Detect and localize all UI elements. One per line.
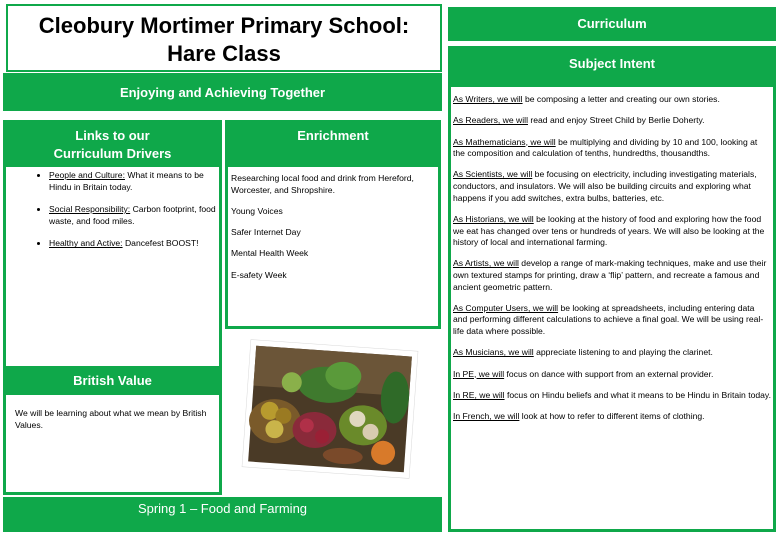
enrichment-item: Researching local food and drink from Hereford, Worcester, and Shropshire.	[231, 173, 414, 195]
intent-item: As Readers, we will read and enjoy Street Child by Berlie Doherty.	[453, 115, 705, 126]
page-title	[8, 12, 440, 68]
intent-list	[453, 94, 771, 432]
title-line-1: Cleobury Mortimer Primary School:	[38, 13, 410, 38]
enrichment-header	[228, 123, 438, 167]
vegetables-photo	[242, 339, 419, 478]
subject-intent-header	[451, 49, 773, 87]
intent-item: As Writers, we will be composing a letter and creating our own stories.	[453, 94, 720, 104]
intent-item: As Musicians, we will appreciate listening to and playing the clarinet.	[453, 347, 713, 358]
intent-item: As Historians, we will be looking at the history of food and exploring how the food we eat has changed over tens or hundreds of years. We will also be looking at the history of local and international farming.	[453, 213, 765, 248]
vegetables-photo-icon	[242, 339, 419, 478]
enrichment-item: E-safety Week	[231, 269, 287, 280]
intent-item: In French, we will look at how to refer to different items of clothing.	[453, 411, 705, 422]
intent-item: As Artists, we will develop a range of mark-making techniques, make and use their own textured stamps for printing, draw a ‘flip’ pattern, and recreate a famous and ancient geometric pattern.	[453, 258, 767, 292]
title-line-2: Hare Class	[167, 41, 281, 66]
intent-item: As Computer Users, we will be looking at spreadsheets, including entering data and performing different calculations to achieve a final goal. We will be using real-life data where possible.	[453, 302, 764, 337]
curriculum-title: Curriculum	[577, 16, 647, 31]
british-value-text: We will be learning about what we mean by British Values.	[15, 408, 207, 430]
intent-item: As Mathematicians, we will be multiplying and dividing by 10 and 100, looking at the composition and calculation of tenths, hundredths, thousandths.	[453, 136, 758, 159]
intent-item: In PE, we will focus on dance with support from an external provider.	[453, 368, 714, 379]
intent-item: In RE, we will focus on Hindu beliefs and what it means to be Hindu in Britain today.	[453, 389, 771, 400]
drivers-list	[6, 170, 219, 250]
driver-item: • Social Responsibility: Carbon footprint, food waste, and food miles.	[49, 204, 219, 227]
british-value-box	[3, 395, 222, 495]
drivers-title-line-1: Links to our	[75, 128, 150, 143]
enrichment-list	[231, 173, 436, 291]
intent-item: As Scientists, we will be focusing on electricity, including investigating materials, conductors, and insulators. We will also be building circuits and exploring what happens if you add switches, extra bulbs, batteries, etc.	[453, 169, 757, 203]
enrichment-item: Safer Internet Day	[231, 227, 301, 238]
enrichment-title: Enrichment	[297, 128, 369, 143]
british-value-header	[3, 366, 222, 395]
title-box	[6, 4, 442, 72]
drivers-list-area	[6, 170, 219, 261]
footer-banner	[3, 497, 442, 532]
enrichment-item: Young Voices	[231, 205, 283, 216]
subject-intent-title: Subject Intent	[569, 56, 655, 71]
driver-item: • Healthy and Active: Dancefest BOOST!	[49, 238, 219, 250]
drivers-title-line-2: Curriculum Drivers	[53, 146, 172, 161]
enrichment-item: Mental Health Week	[231, 248, 309, 259]
driver-item: • People and Culture: What it means to be Hindu in Britain today.	[49, 170, 219, 193]
british-value-title: British Value	[73, 373, 152, 388]
footer-text: Spring 1 – Food and Farming	[137, 501, 308, 516]
curriculum-header	[448, 7, 776, 41]
drivers-header	[6, 123, 219, 167]
tagline: Enjoying and Achieving Together	[119, 84, 326, 100]
tagline-banner	[3, 73, 442, 111]
